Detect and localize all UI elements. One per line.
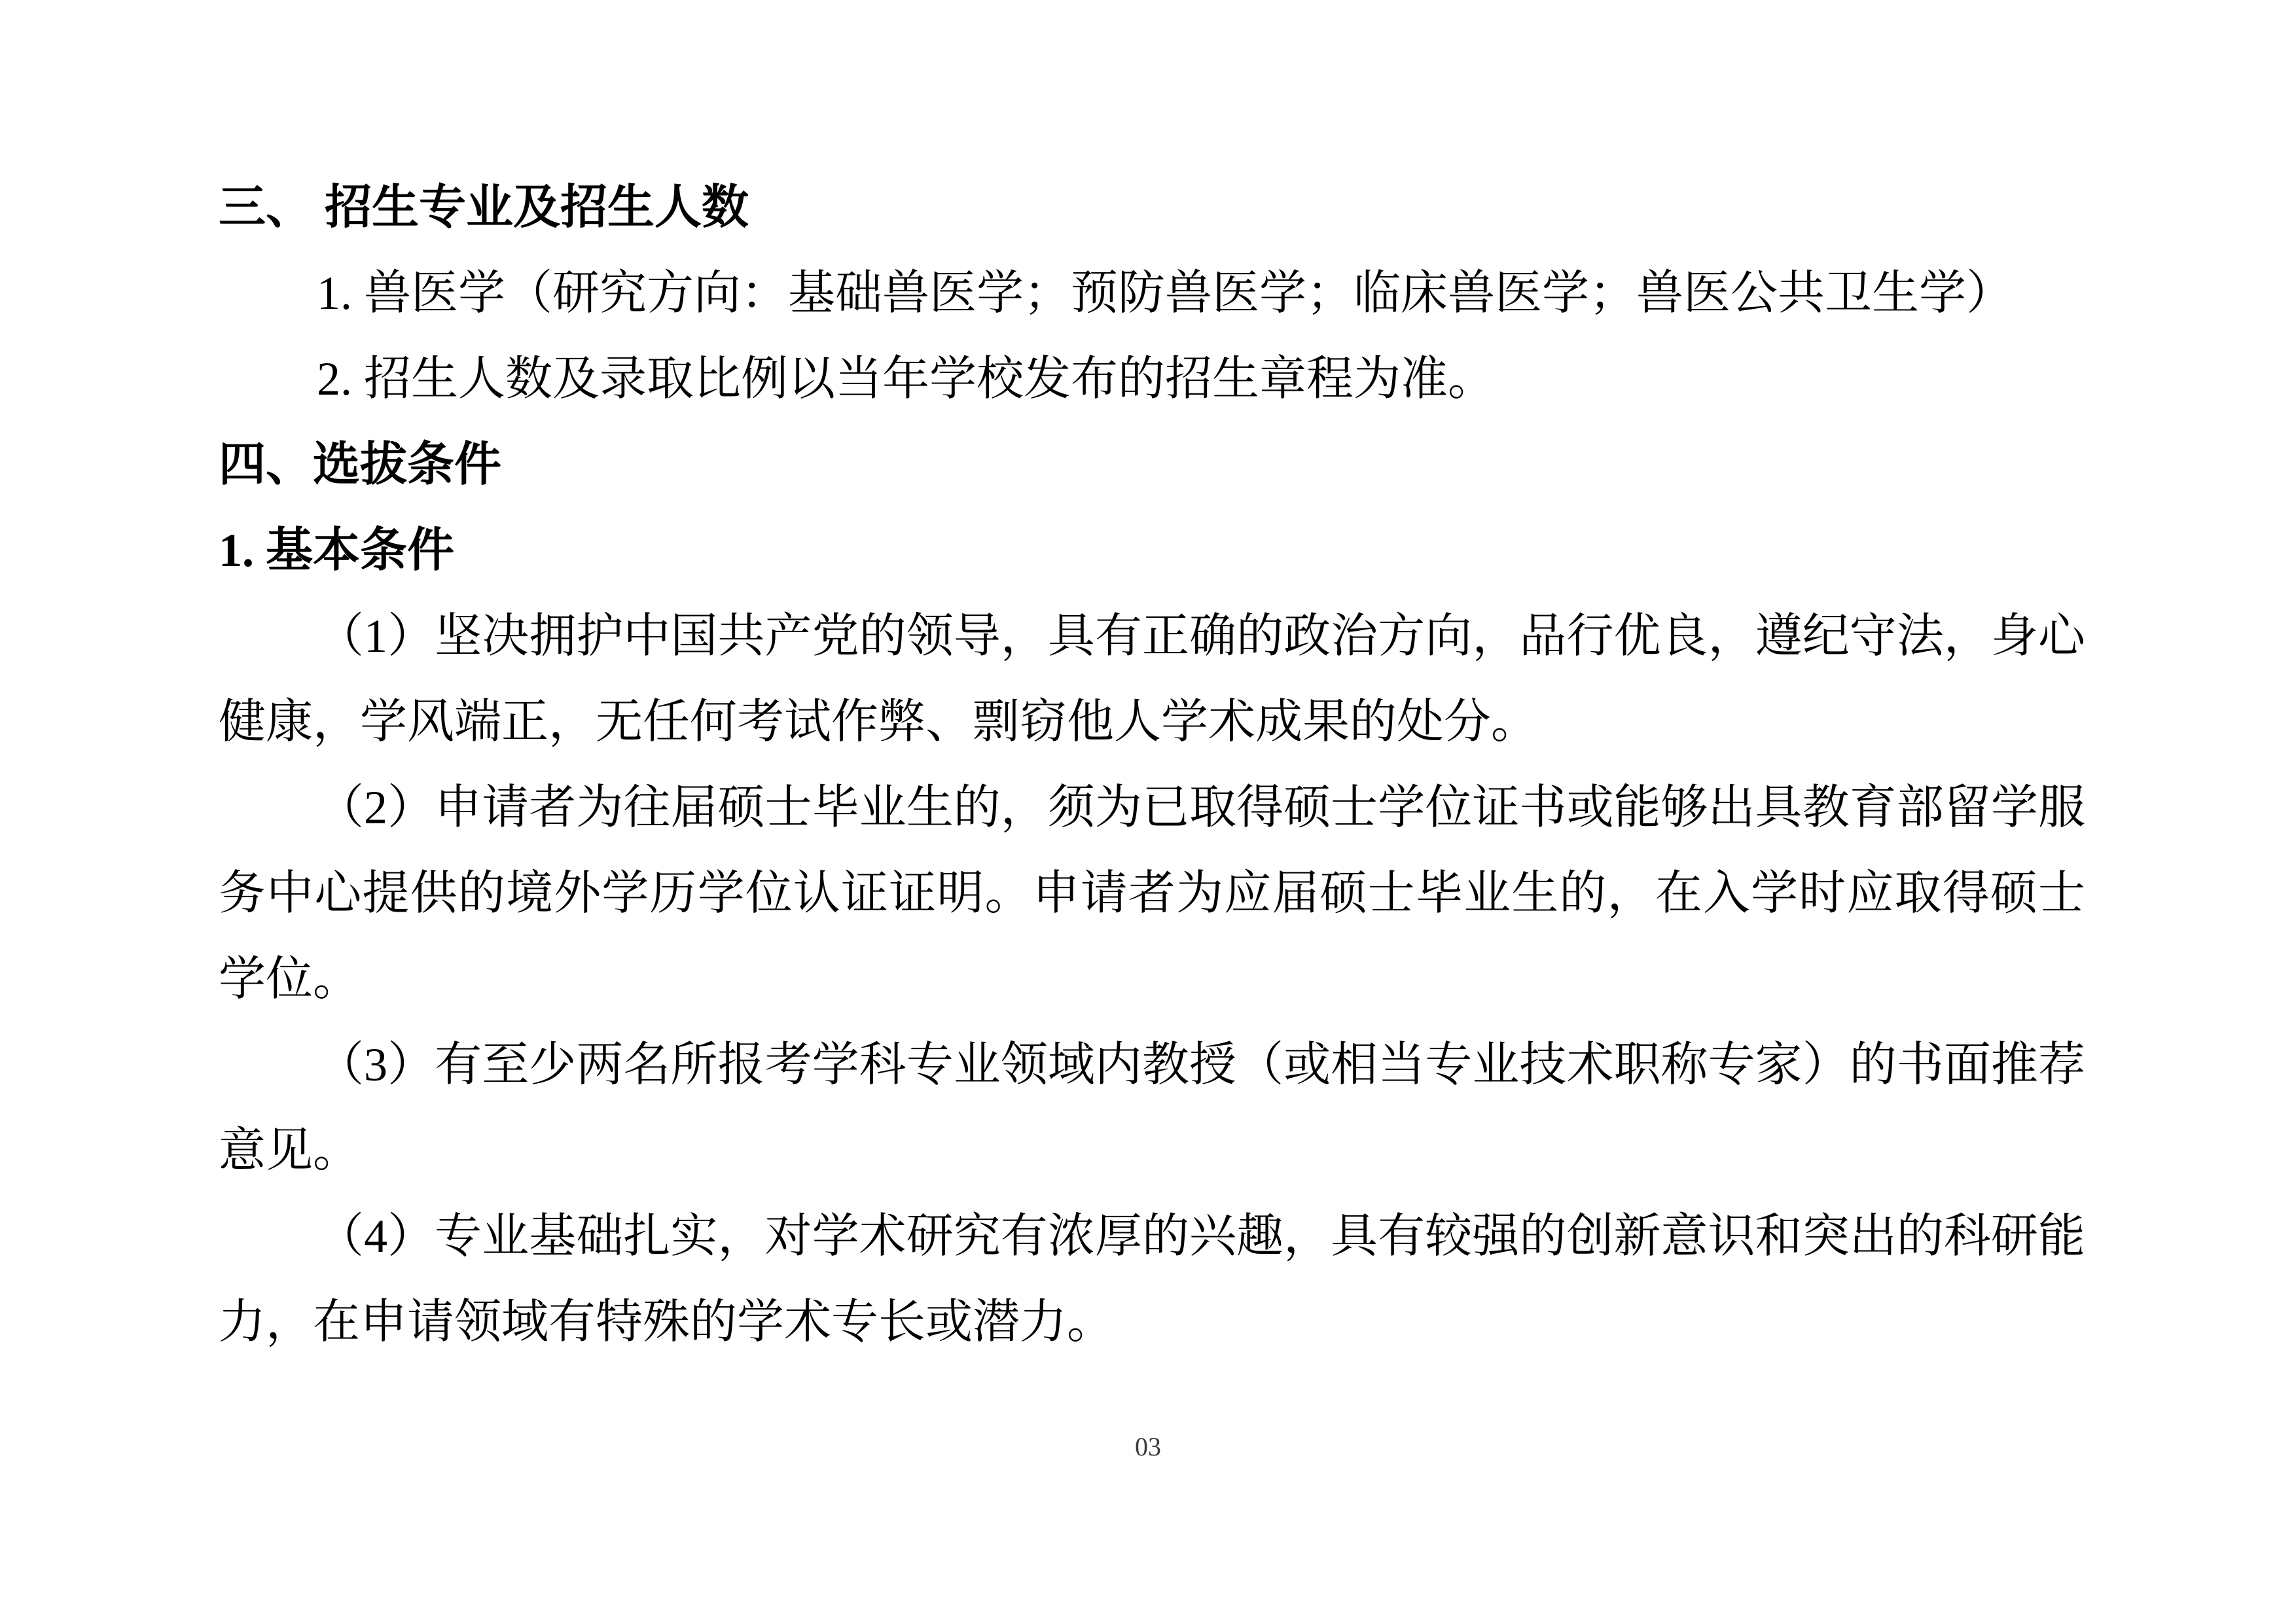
paragraph-condition-3: （3）有至少两名所报考学科专业领域内教授（或相当专业技术职称专家）的书面推荐意见。: [219, 1039, 2085, 1177]
paragraph-condition-4: （4）专业基础扎实，对学术研究有浓厚的兴趣，具有较强的创新意识和突出的科研能力，在申请领域有特殊的学术专长或潜力。: [219, 1210, 2085, 1348]
page-number: 03: [1135, 1432, 1161, 1461]
list-item-quota: 2. 招生人数及录取比例以当年学校发布的招生章程为准。: [317, 353, 1496, 405]
list-item-major: 1. 兽医学（研究方向：基础兽医学；预防兽医学；临床兽医学；兽医公共卫生学）: [317, 267, 2014, 319]
document-body: [219, 165, 2085, 1365]
section-heading-enrollment: 三、 招生专业及招生人数: [219, 181, 749, 234]
subsection-heading-basic-conditions: 1. 基本条件: [219, 524, 455, 577]
paragraph-condition-2: （2）申请者为往届硕士毕业生的，须为已取得硕士学位证书或能够出具教育部留学服务中心提供的境外学历学位认证证明。申请者为应届硕士毕业生的，在入学时应取得硕士学位。: [219, 781, 2085, 1005]
section-heading-selection: 四、选拔条件: [219, 438, 502, 491]
paragraph-condition-1: （1）坚决拥护中国共产党的领导，具有正确的政治方向，品行优良，遵纪守法，身心健康，学风端正，无任何考试作弊、剽窃他人学术成果的处分。: [219, 610, 2085, 748]
